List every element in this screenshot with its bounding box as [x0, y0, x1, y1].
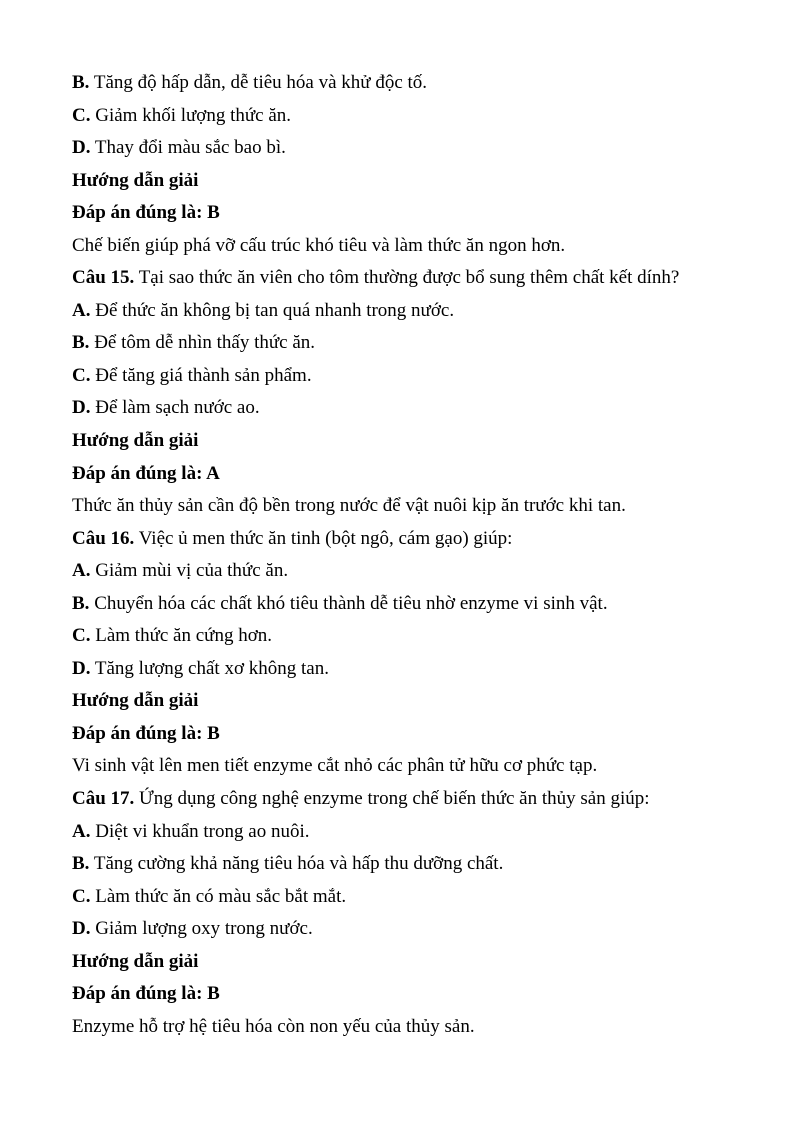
paragraph-lead: C.	[72, 625, 91, 647]
paragraph-text: Giảm khối lượng thức ăn.	[90, 104, 292, 126]
paragraph-lead: B.	[72, 72, 90, 93]
paragraph-lead: A.	[72, 299, 91, 321]
paragraph	[72, 262, 724, 295]
paragraph-lead: A.	[72, 560, 91, 582]
paragraph-text: Làm thức ăn có màu sắc bắt mắt.	[90, 885, 347, 907]
paragraph	[72, 523, 724, 556]
paragraph	[72, 978, 724, 1011]
paragraph-lead: Câu 16.	[72, 527, 135, 549]
paragraph-text: Enzyme hỗ trợ hệ tiêu hóa còn non yếu của thủy sản.	[72, 1015, 475, 1037]
paragraph	[72, 848, 724, 881]
paragraph-text: Giảm mùi vị của thức ăn.	[90, 560, 289, 582]
paragraph-text: Diệt vi khuẩn trong ao nuôi.	[90, 820, 310, 842]
paragraph	[72, 913, 724, 946]
paragraph-text: Để tôm dễ nhìn thấy thức ăn.	[89, 332, 316, 354]
paragraph-lead: Hướng dẫn giải	[72, 690, 199, 712]
paragraph-lead: Câu 15.	[72, 267, 135, 289]
paragraph-text: Tăng lượng chất xơ không tan.	[90, 657, 329, 679]
paragraph-text: Để tăng giá thành sản phẩm.	[90, 364, 312, 386]
paragraph-lead: Hướng dẫn giải	[72, 169, 199, 191]
paragraph-text: Việc ủ men thức ăn tinh (bột ngô, cám gạo) giúp:	[134, 527, 513, 549]
paragraph-lead: A.	[72, 820, 91, 842]
paragraph	[72, 685, 724, 718]
paragraph	[72, 620, 724, 653]
paragraph-text: Ứng dụng công nghệ enzyme trong chế biến thức ăn thủy sản giúp:	[134, 788, 650, 810]
paragraph	[72, 295, 724, 328]
paragraph-lead: Hướng dẫn giải	[72, 950, 199, 972]
paragraph-lead: B.	[72, 332, 90, 354]
paragraph-lead: Đáp án đúng là: B	[72, 983, 220, 1005]
paragraph	[72, 881, 724, 914]
paragraph	[72, 588, 724, 621]
paragraph-lead: D.	[72, 137, 91, 159]
paragraph-lead: Câu 17.	[72, 788, 135, 810]
paragraph	[72, 816, 724, 849]
paragraph	[72, 100, 724, 133]
paragraph	[72, 718, 724, 751]
paragraph-lead: B.	[72, 853, 90, 875]
paragraph-text: Giảm lượng oxy trong nước.	[90, 918, 313, 940]
paragraph	[72, 490, 724, 523]
paragraph	[72, 783, 724, 816]
paragraph	[72, 750, 724, 783]
paragraph-text: Vi sinh vật lên men tiết enzyme cắt nhỏ các phân tử hữu cơ phức tạp.	[72, 755, 598, 777]
paragraph	[72, 392, 724, 425]
paragraph-text: Tại sao thức ăn viên cho tôm thường được bổ sung thêm chất kết dính?	[134, 267, 680, 289]
paragraph-lead: Hướng dẫn giải	[72, 430, 199, 452]
paragraph	[72, 360, 724, 393]
paragraph	[72, 946, 724, 979]
paragraph-text: Thức ăn thủy sản cần độ bền trong nước để vật nuôi kịp ăn trước khi tan.	[72, 495, 626, 517]
paragraph	[72, 230, 724, 263]
paragraph-lead: C.	[72, 885, 91, 907]
paragraph-text: Chuyển hóa các chất khó tiêu thành dễ tiêu nhờ enzyme vi sinh vật.	[89, 592, 608, 614]
paragraph-text: Chế biến giúp phá vỡ cấu trúc khó tiêu và làm thức ăn ngon hơn.	[72, 234, 566, 256]
paragraph-text: Làm thức ăn cứng hơn.	[90, 625, 273, 647]
paragraph-text: Để thức ăn không bị tan quá nhanh trong nước.	[90, 299, 455, 321]
paragraph-container	[72, 67, 724, 1043]
paragraph-lead: D.	[72, 397, 91, 419]
paragraph	[72, 555, 724, 588]
paragraph-lead: Đáp án đúng là: B	[72, 202, 220, 224]
paragraph	[72, 425, 724, 458]
paragraph	[72, 653, 724, 686]
paragraph	[72, 165, 724, 198]
paragraph	[72, 132, 724, 165]
paragraph-text: Thay đổi màu sắc bao bì.	[90, 137, 286, 159]
paragraph-lead: B.	[72, 592, 90, 614]
paragraph-lead: Đáp án đúng là: B	[72, 722, 220, 744]
paragraph-lead: C.	[72, 364, 91, 386]
paragraph	[72, 197, 724, 230]
paragraph	[72, 327, 724, 360]
paragraph-text: Tăng cường khả năng tiêu hóa và hấp thu dưỡng chất.	[89, 853, 504, 875]
paragraph-text: Để làm sạch nước ao.	[90, 397, 260, 419]
paragraph-lead: C.	[72, 104, 91, 126]
paragraph-text: Tăng độ hấp dẫn, dễ tiêu hóa và khử độc tố.	[89, 72, 428, 93]
paragraph	[72, 67, 724, 100]
paragraph-lead: D.	[72, 657, 91, 679]
paragraph-lead: Đáp án đúng là: A	[72, 462, 220, 484]
paragraph	[72, 1011, 724, 1044]
paragraph-lead: D.	[72, 918, 91, 940]
paragraph	[72, 458, 724, 491]
